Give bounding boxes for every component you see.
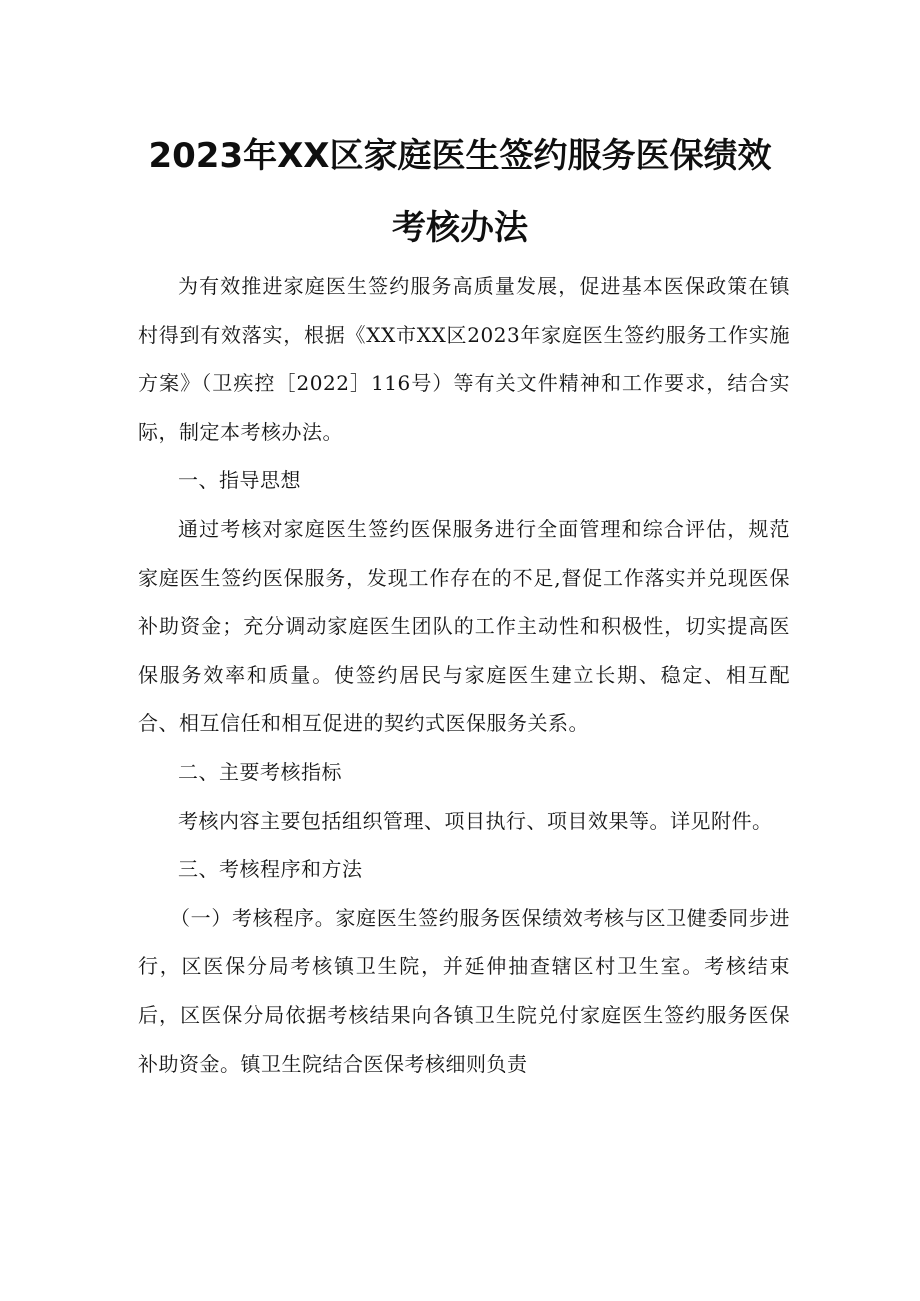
section-1-paragraph: 通过考核对家庭医生签约医保服务进行全面管理和综合评估，规范家庭医生签约医保服务，发现工作存在的不足,督促工作落实并兑现医保补助资金；充分调动家庭医生团队的工作主动性和积极性，切实提高医保服务效率和质量。使签约居民与家庭医生建立长期、稳定、相互配合、相互信任和相互促进的契约式医保服务关系。 <box>138 516 790 736</box>
section-3-heading: 三、考核程序和方法 <box>178 857 363 882</box>
document-body <box>138 262 790 1088</box>
document-title-line-1: 2023年XX区家庭医生签约服务医保绩效 <box>148 136 772 176</box>
section-2-heading: 二、主要考核指标 <box>178 759 342 784</box>
intro-paragraph: 为有效推进家庭医生签约服务高质量发展，促进基本医保政策在镇村得到有效落实，根据《XX市XX区2023年家庭医生签约服务工作实施方案》（卫疾控［2022］116号）等有关文件精神和工作要求，结合实际，制定本考核办法。 <box>138 274 790 444</box>
section-2-paragraph: 考核内容主要包括组织管理、项目执行、项目效果等。详见附件。 <box>178 808 773 833</box>
section-1-heading: 一、指导思想 <box>178 468 301 493</box>
document-title-line-2: 考核办法 <box>392 208 528 248</box>
section-3-subsection-1: （一）考核程序。家庭医生签约服务医保绩效考核与区卫健委同步进行，区医保分局考核镇卫生院，并延伸抽查辖区村卫生室。考核结束后，区医保分局依据考核结果向各镇卫生院兑付家庭医生签约服务医保补助资金。镇卫生院结合医保考核细则负责 <box>138 905 790 1076</box>
